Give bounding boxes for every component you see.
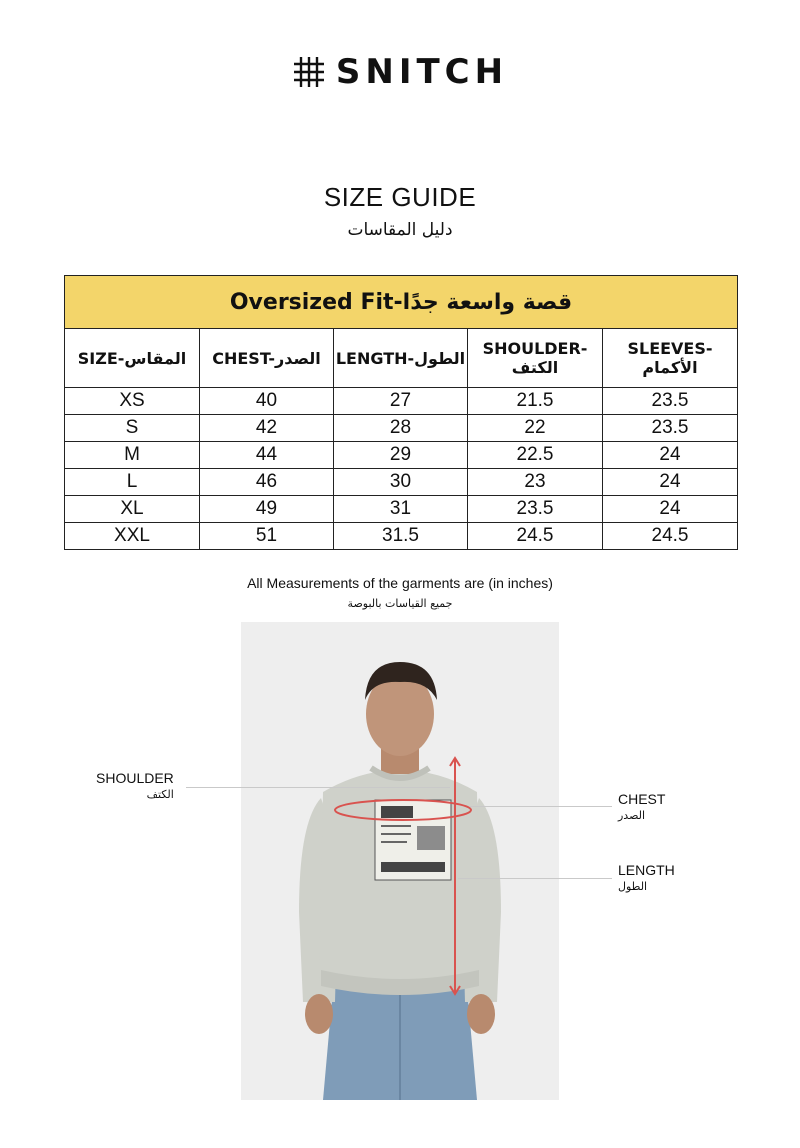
table-cell: 29 (334, 442, 468, 469)
length-callout (618, 862, 675, 893)
page-title-arabic: دليل المقاسات (347, 220, 453, 240)
page-title: SIZE GUIDE (323, 182, 477, 212)
model-photo (241, 622, 559, 1100)
size-table (64, 275, 738, 550)
table-cell: 24 (603, 469, 738, 496)
table-row (65, 523, 738, 550)
table-cell: 24.5 (603, 523, 738, 550)
table-cell: 23.5 (603, 388, 738, 415)
table-cell: XXL (65, 523, 200, 550)
measurement-note-arabic: جميع القياسات بالبوصة (347, 597, 453, 610)
table-cell: 24 (603, 496, 738, 523)
brand-name: SNITCH (335, 52, 509, 92)
table-cell: 23.5 (603, 415, 738, 442)
brand-logo (0, 52, 800, 94)
hash-grid-icon (292, 55, 326, 89)
table-row (65, 442, 738, 469)
column-header-length: LENGTH-الطول (334, 329, 468, 388)
column-header-size: SIZE-المقاس (65, 329, 200, 388)
length-label-arabic: الطول (618, 880, 648, 893)
table-row (65, 388, 738, 415)
column-header-sleeves: SLEEVES- الأكمام (603, 329, 738, 388)
table-row (65, 415, 738, 442)
chest-callout (618, 791, 665, 822)
table-cell: 22 (468, 415, 603, 442)
table-cell: XS (65, 388, 200, 415)
chest-label-arabic: الصدر (618, 809, 646, 822)
table-cell: 44 (200, 442, 334, 469)
table-cell: 30 (334, 469, 468, 496)
measurement-note: All Measurements of the garments are (in inches) (247, 575, 553, 591)
table-cell: 24.5 (468, 523, 603, 550)
table-row (65, 496, 738, 523)
table-cell: 49 (200, 496, 334, 523)
shoulder-callout (96, 770, 174, 801)
table-cell: 21.5 (468, 388, 603, 415)
table-cell: 27 (334, 388, 468, 415)
shoulder-label: SHOULDER (96, 770, 174, 786)
column-header-shoulder: SHOULDER- الكتف (468, 329, 603, 388)
table-cell: 23.5 (468, 496, 603, 523)
table-cell: 23 (468, 469, 603, 496)
table-cell: 51 (200, 523, 334, 550)
chest-leader-line (470, 806, 612, 807)
table-cell: XL (65, 496, 200, 523)
table-cell: 31.5 (334, 523, 468, 550)
chest-label: CHEST (618, 791, 666, 807)
fit-label: Oversized Fit-قصة واسعة جدًا (65, 276, 738, 329)
table-cell: 31 (334, 496, 468, 523)
shoulder-label-arabic: الكتف (146, 788, 174, 801)
table-row (65, 469, 738, 496)
shoulder-leader-line (186, 787, 450, 788)
table-cell: 40 (200, 388, 334, 415)
length-label: LENGTH (618, 862, 675, 878)
table-cell: 28 (334, 415, 468, 442)
table-cell: M (65, 442, 200, 469)
table-cell: L (65, 469, 200, 496)
table-cell: 24 (603, 442, 738, 469)
column-header-chest: CHEST-الصدر (200, 329, 334, 388)
table-cell: 22.5 (468, 442, 603, 469)
table-cell: 46 (200, 469, 334, 496)
length-leader-line (458, 878, 612, 879)
table-cell: 42 (200, 415, 334, 442)
table-cell: S (65, 415, 200, 442)
